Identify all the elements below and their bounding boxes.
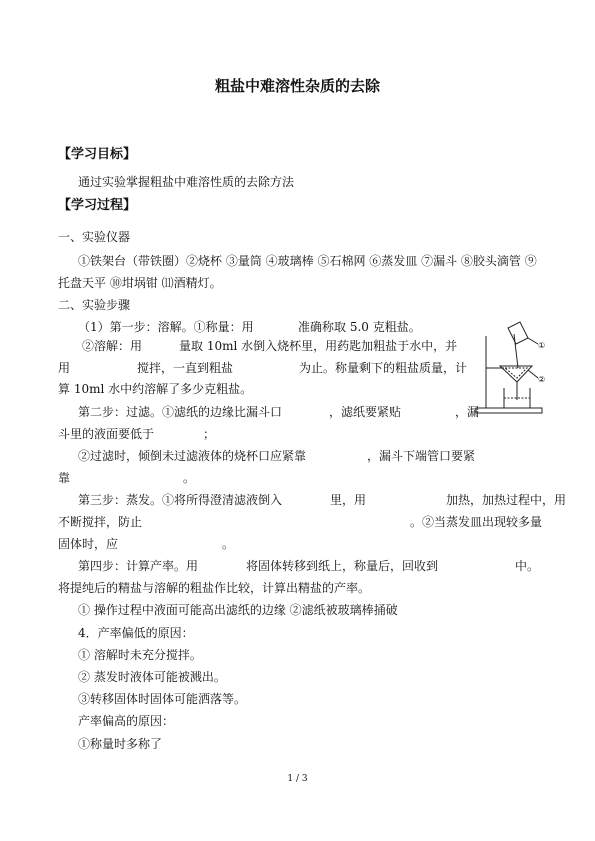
step4-yield-text-cont: 将固体转移到纸上，称量后，回收到 xyxy=(246,559,439,573)
step1-calc-text: 算 10ml 水中约溶解了多少克粗盐。 xyxy=(58,382,253,396)
step2-filter-text-end: ，漏 xyxy=(455,405,480,419)
step1-weigh-text: （1）第一步：溶解。①称量：用 xyxy=(78,320,254,334)
error-causes-text: ① 操作过程中液面可能高出滤纸的边缘 ②滤纸被玻璃棒捅破 xyxy=(78,603,398,617)
step2-pour-text: ②过滤时，倾倒未过滤液体的烧杯口应紧靠 xyxy=(78,449,307,463)
step3-evaporate-text-end: 加热，加热过程中，用 xyxy=(446,493,567,507)
step1-dissolve-text: ②溶解：用 xyxy=(82,339,143,353)
low-yield-reason-3: ③转移固体时固体可能洒落等。 xyxy=(78,692,247,706)
label-leader-1 xyxy=(528,338,538,344)
step1-stir-text-cont: 搅拌，一直到粗盐 xyxy=(137,361,234,375)
step2-filter-text: 第二步：过滤。①滤纸的边缘比漏斗口 xyxy=(78,405,283,419)
step3-evaporate-text-cont: 里，用 xyxy=(330,493,367,507)
step1-weigh-text-end: 准确称取 5.0 克粗盐。 xyxy=(298,320,421,334)
pouring-beaker xyxy=(508,322,528,344)
step2-tip-text: 靠 xyxy=(58,471,71,485)
label-leader-2 xyxy=(528,370,538,378)
step2-level-text: 斗里的液面要低于 xyxy=(58,427,155,441)
step3-solid-text-end: 。 xyxy=(222,537,235,551)
step3-stir-text-end: 。②当蒸发皿出现较多量 xyxy=(410,515,543,529)
step2-level-text-end: ； xyxy=(203,427,216,441)
page-number: 1 / 3 xyxy=(287,774,308,784)
high-yield-heading: 产率偏高的原因： xyxy=(78,714,175,728)
high-yield-reason-1: ①称量时多称了 xyxy=(78,737,163,751)
instrument-list-line2: 托盘天平 ⑩坩埚钳 ⑾酒精灯。 xyxy=(58,276,222,290)
low-yield-reason-1: ① 溶解时未充分搅拌。 xyxy=(78,648,202,662)
step1-dissolve-text-cont: 量取 10ml 水倒入烧杯里，用药匙加粗盐于水中，并 xyxy=(179,339,458,353)
low-yield-reason-2: ② 蒸发时液体可能被溅出。 xyxy=(78,670,226,684)
step2-filter-text-cont: ，滤纸要紧贴 xyxy=(329,405,402,419)
step4-yield-text-end: 中。 xyxy=(515,559,540,573)
step1-stir-text: 用 xyxy=(58,361,71,375)
filtration-apparatus-figure xyxy=(470,318,550,418)
step2-tip-text-end: 。 xyxy=(183,471,196,485)
step3-evaporate-text: 第三步：蒸发。①将所得澄清滤液倒入 xyxy=(78,493,283,507)
instrument-list-line1: ①铁架台（带铁圈）②烧杯 ③量筒 ④玻璃棒 ⑤石棉网 ⑥蒸发皿 ⑦漏斗 ⑧胶头滴管 ⑨ xyxy=(78,254,537,268)
step2-pour-text-cont: ，漏斗下端管口要紧 xyxy=(367,449,476,463)
step1-stir-text-end: 为止。称量剩下的粗盐质量，计 xyxy=(299,361,468,375)
step4-compare-text: 将提纯后的精盐与溶解的粗盐作比较，计算出精盐的产率。 xyxy=(58,581,371,595)
step3-solid-text: 固体时，应 xyxy=(58,537,119,551)
stand-base xyxy=(476,408,542,413)
step3-stir-text: 不断搅拌，防止 xyxy=(58,515,143,529)
objectives-text: 通过实验掌握粗盐中难溶性质的去除方法 xyxy=(78,175,295,189)
figure-label-1: ① xyxy=(538,341,546,350)
figure-label-2: ② xyxy=(538,375,546,384)
process-heading: 【学习过程】 xyxy=(58,198,137,213)
objectives-heading: 【学习目标】 xyxy=(58,147,137,162)
low-yield-heading: 4．产率偏低的原因： xyxy=(78,626,194,640)
filter-paper xyxy=(505,368,527,378)
glass-rod xyxy=(514,334,518,368)
page-title: 粗盐中难溶性杂质的去除 xyxy=(214,77,380,95)
step4-yield-text: 第四步：计算产率。用 xyxy=(78,559,199,573)
section1-heading: 一、实验仪器 xyxy=(58,230,131,244)
section2-heading: 二、实验步骤 xyxy=(58,298,131,312)
